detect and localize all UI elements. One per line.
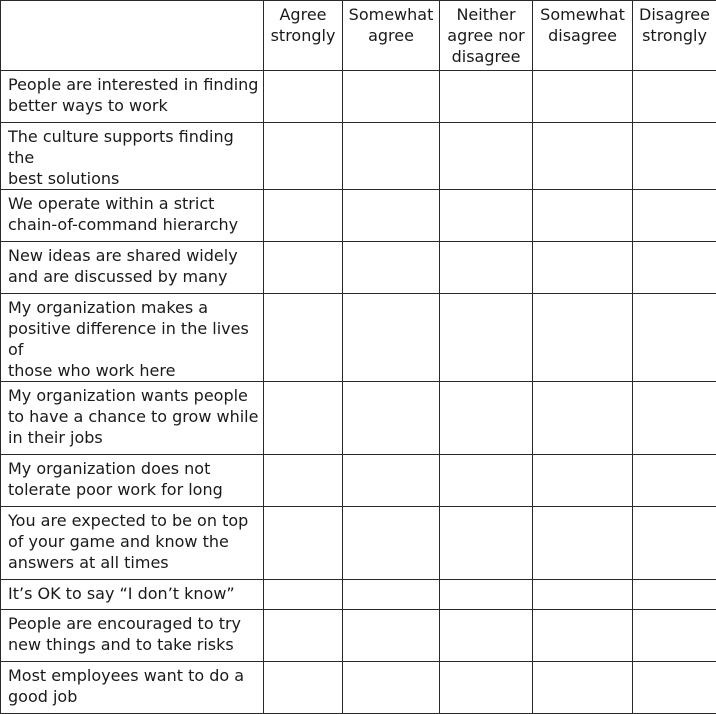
statement-text: in their jobs: [8, 427, 259, 448]
answer-cell-agree-strongly[interactable]: [264, 610, 343, 662]
answer-cell-somewhat-disagree[interactable]: [533, 123, 633, 190]
table-row: [1, 580, 716, 610]
answer-cell-neither[interactable]: [440, 71, 533, 123]
answer-cell-somewhat-disagree[interactable]: [533, 507, 633, 580]
statement-cell: [1, 294, 264, 382]
answer-cell-somewhat-agree[interactable]: [343, 580, 440, 610]
table-row: [1, 610, 716, 662]
answer-cell-somewhat-agree[interactable]: [343, 455, 440, 507]
answer-cell-agree-strongly[interactable]: [264, 190, 343, 242]
answer-cell-agree-strongly[interactable]: [264, 123, 343, 190]
statement-text: tolerate poor work for long: [8, 479, 259, 500]
statement-text: The culture supports finding the: [8, 126, 259, 168]
answer-cell-disagree-strongly[interactable]: [633, 382, 716, 455]
table-row: [1, 242, 716, 294]
column-header-neither: Neither agree nor disagree: [440, 1, 533, 71]
statement-cell: [1, 71, 264, 123]
answer-cell-somewhat-disagree[interactable]: [533, 71, 633, 123]
statement-cell: [1, 580, 264, 610]
answer-cell-somewhat-agree[interactable]: [343, 190, 440, 242]
statement-text: to have a chance to grow while: [8, 406, 259, 427]
statement-text: New ideas are shared widely: [8, 245, 259, 266]
answer-cell-neither[interactable]: [440, 190, 533, 242]
answer-cell-agree-strongly[interactable]: [264, 580, 343, 610]
answer-cell-disagree-strongly[interactable]: [633, 455, 716, 507]
corner-cell: [1, 1, 264, 71]
answer-cell-neither[interactable]: [440, 455, 533, 507]
answer-cell-neither[interactable]: [440, 123, 533, 190]
statement-cell: [1, 190, 264, 242]
column-header-somewhat-disagree: Somewhat disagree: [533, 1, 633, 71]
answer-cell-neither[interactable]: [440, 610, 533, 662]
statement-text: Most employees want to do a: [8, 665, 259, 686]
answer-cell-agree-strongly[interactable]: [264, 382, 343, 455]
answer-cell-somewhat-agree[interactable]: [343, 610, 440, 662]
statement-text: My organization wants people: [8, 385, 259, 406]
statement-text: It’s OK to say “I don’t know”: [8, 583, 259, 604]
statement-text: good job: [8, 686, 259, 707]
answer-cell-disagree-strongly[interactable]: [633, 610, 716, 662]
statement-text: People are interested in finding: [8, 74, 259, 95]
statement-text: best solutions: [8, 168, 259, 189]
statement-text: My organization makes a: [8, 297, 259, 318]
header-row: [1, 1, 716, 71]
answer-cell-disagree-strongly[interactable]: [633, 190, 716, 242]
answer-cell-disagree-strongly[interactable]: [633, 580, 716, 610]
answer-cell-neither[interactable]: [440, 294, 533, 382]
statement-text: answers at all times: [8, 552, 259, 573]
statement-text: chain-of-command hierarchy: [8, 214, 259, 235]
column-header-agree-strongly: Agree strongly: [264, 1, 343, 71]
answer-cell-agree-strongly[interactable]: [264, 455, 343, 507]
answer-cell-agree-strongly[interactable]: [264, 294, 343, 382]
answer-cell-disagree-strongly[interactable]: [633, 294, 716, 382]
table-row: [1, 190, 716, 242]
statement-text: My organization does not: [8, 458, 259, 479]
table-row: [1, 294, 716, 382]
statement-cell: [1, 242, 264, 294]
table-row: [1, 507, 716, 580]
statement-cell: [1, 382, 264, 455]
answer-cell-somewhat-disagree[interactable]: [533, 294, 633, 382]
answer-cell-somewhat-agree[interactable]: [343, 123, 440, 190]
statement-text: better ways to work: [8, 95, 259, 116]
answer-cell-neither[interactable]: [440, 580, 533, 610]
table-row: [1, 382, 716, 455]
statement-text: We operate within a strict: [8, 193, 259, 214]
answer-cell-somewhat-disagree[interactable]: [533, 610, 633, 662]
column-header-somewhat-agree: Somewhat agree: [343, 1, 440, 71]
answer-cell-somewhat-agree[interactable]: [343, 71, 440, 123]
column-header-disagree-strongly: Disagree strongly: [633, 1, 716, 71]
statement-cell: [1, 610, 264, 662]
answer-cell-agree-strongly[interactable]: [264, 507, 343, 580]
answer-cell-somewhat-agree[interactable]: [343, 382, 440, 455]
table-row: [1, 455, 716, 507]
answer-cell-neither[interactable]: [440, 382, 533, 455]
table-row: [1, 71, 716, 123]
statement-cell: [1, 507, 264, 580]
statement-text: of your game and know the: [8, 531, 259, 552]
answer-cell-neither[interactable]: [440, 242, 533, 294]
answer-cell-somewhat-disagree[interactable]: [533, 190, 633, 242]
answer-cell-somewhat-agree[interactable]: [343, 507, 440, 580]
answer-cell-disagree-strongly[interactable]: [633, 123, 716, 190]
statement-cell: [1, 123, 264, 190]
answer-cell-neither[interactable]: [440, 507, 533, 580]
statement-text: and are discussed by many: [8, 266, 259, 287]
answer-cell-agree-strongly[interactable]: [264, 242, 343, 294]
statement-cell: [1, 455, 264, 507]
answer-cell-somewhat-agree[interactable]: [343, 294, 440, 382]
statement-text: new things and to take risks: [8, 634, 259, 655]
answer-cell-agree-strongly[interactable]: [264, 71, 343, 123]
statement-text: You are expected to be on top: [8, 510, 259, 531]
answer-cell-somewhat-disagree[interactable]: [533, 455, 633, 507]
table-row: [1, 123, 716, 190]
answer-cell-somewhat-disagree[interactable]: [533, 242, 633, 294]
answer-cell-disagree-strongly[interactable]: [633, 242, 716, 294]
statement-text: those who work here: [8, 360, 259, 381]
statement-text: positive difference in the lives of: [8, 318, 259, 360]
answer-cell-somewhat-agree[interactable]: [343, 242, 440, 294]
answer-cell-disagree-strongly[interactable]: [633, 507, 716, 580]
answer-cell-somewhat-disagree[interactable]: [533, 580, 633, 610]
answer-cell-disagree-strongly[interactable]: [633, 71, 716, 123]
statement-text: People are encouraged to try: [8, 613, 259, 634]
answer-cell-somewhat-disagree[interactable]: [533, 382, 633, 455]
